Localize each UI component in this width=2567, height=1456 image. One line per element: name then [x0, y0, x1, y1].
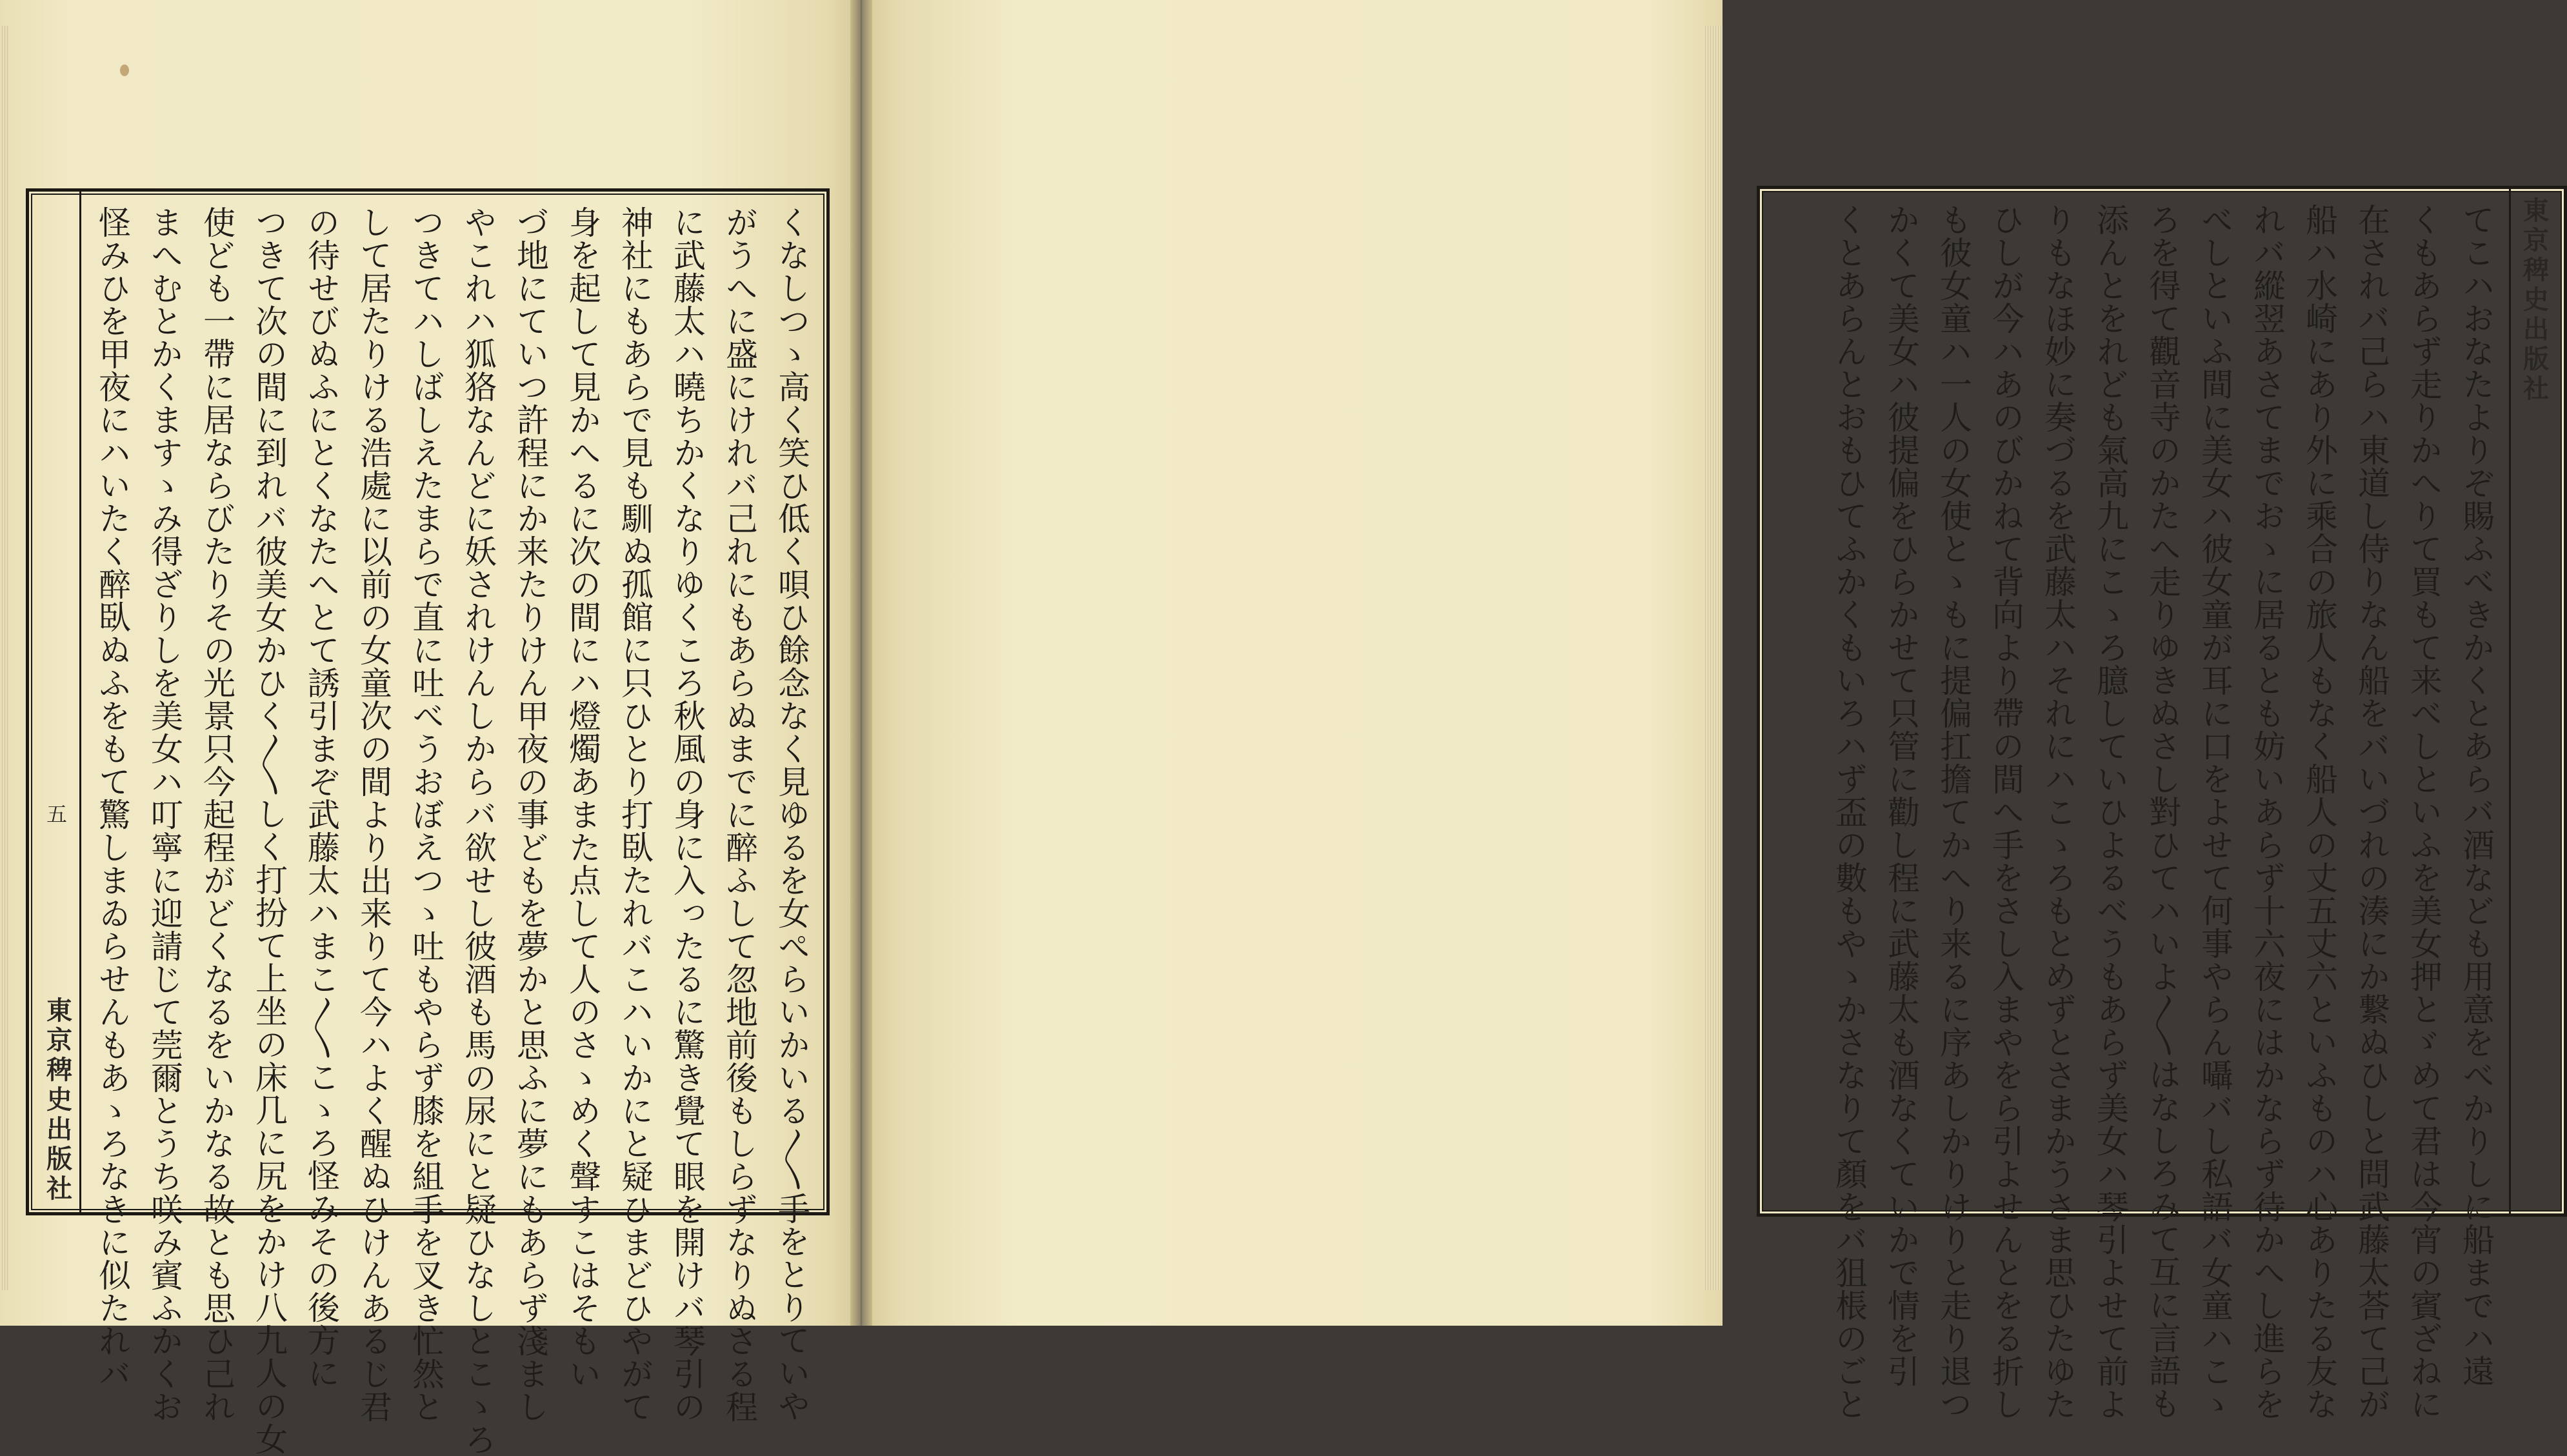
left-text-frame: [26, 188, 830, 1456]
right-page-column: 在されバ己らハ東道し侍りなん船をバいづれの湊にか繋ぬひしと問武藤太荅て己が: [2353, 203, 2390, 1421]
left-page-number: 五: [43, 803, 68, 824]
right-page-column: べしといふ間に美女ハ彼女童が耳に口をよせて何事やらん囁バし私語バ女童ハこゝ: [2196, 203, 2233, 1421]
right-page-column: りもなほ妙に奏づるを武藤太ハそれにハこゝろもとめずとさまかうさま思ひたゆた: [2039, 203, 2077, 1421]
left-page-edges: [0, 26, 9, 1290]
book-gutter: [850, 0, 872, 1326]
left-page-column: 使ども一帶に居ならびたりその光景只今起程がどくなるをいかなる故とも思ひ己れ: [198, 206, 235, 1423]
left-page-column: 神社にもあらで見も馴ぬ孤館に只ひとり打臥たれバこハいかにと疑ひまどひやがて: [616, 206, 654, 1423]
right-page-column: ひしが今ハあのびかねて背向より帶の間へ手をさし入まやをら引よせんとをる折し: [1987, 203, 2024, 1421]
right-page-column: 船ハ水崎にあり外に乘合の旅人もなく船人の丈五丈六といふものハ心ありたる友な: [2301, 203, 2338, 1421]
right-page-column: くもあらず走りかへりて買もて来べしといふを美女押とゞめて君は今宵の賓ざねに: [2405, 203, 2442, 1421]
right-page-edges: [1703, 26, 1723, 1290]
right-margin-header: [2508, 197, 2560, 1206]
right-page-column: 添んとをれども氣高九にこゝろ臆していひよるべうもあらず美女ハ琴引よせて前よ: [2092, 203, 2129, 1421]
left-page-column: がうへに盛にけれバ己れにもあらぬまでに醉ふして忽地前後もしらずなりぬさる程: [721, 206, 758, 1423]
left-page-column: くなしつゝ高く笑ひ低く唄ひ餘念なく見ゆるを女ぺらいかいる〳〵手をとりていや: [773, 206, 810, 1422]
left-page-column: やこれハ狐狢なんどに妖されけんしからバ欲せし彼酒も馬の尿にと疑ひなしとこゝろ: [459, 206, 497, 1456]
right-page-column: ろを得て觀音寺のかたへ走りゆきぬさし對ひてハいよ〳〵はなしろみて互に言語も: [2144, 203, 2181, 1420]
left-page-column: づ地にていつ許程にか来たりけん甲夜の事どもを夢かと思ふに夢にもあらず淺まし: [512, 206, 549, 1423]
left-page-column: まへむとかくますゝみ得ざりしを美女ハ叮寧に迎請じて莞爾とうち咲み賓ふかくお: [146, 206, 183, 1423]
left-page-column: つきてハしばしえたまらで直に吐べうおぼえつゝ吐もやらず膝を組手を叉き忙然と: [407, 206, 444, 1423]
left-page-column: 怪みひを甲夜にハいたく醉臥ぬふをもて驚しまゐらせんもあゝろなきに似たれバ: [94, 206, 131, 1390]
left-page-column: 身を起して見かへるに次の間にハ燈燭あまた点して人のさゝめく聲すこはそもい: [564, 206, 601, 1390]
right-text-frame: [1757, 186, 2567, 1421]
right-page-column: も彼女童ハ一人の女使とゝもに提偏扛擔てかへり来るに序あしかりけりと走り退つ: [1935, 203, 1972, 1421]
left-margin-header: [32, 199, 83, 1204]
left-page-column: の待せびぬふにとくなたへとて誘引まぞ武藤太ハまこ〳〵こゝろ怪みその後方に: [303, 206, 340, 1390]
right-margin-header-text: 東京稗史出版社: [2519, 197, 2550, 404]
left-page-column: に武藤太ハ曉ちかくなりゆくころ秋風の身に入ったるに驚き覺て眼を開けバ琴引の: [668, 206, 706, 1423]
left-page-column: つきて次の間に到れバ彼美女かひく〳〵しく打扮て上坐の床几に尻をかけ八九人の女: [250, 206, 288, 1455]
left-margin-header-text: 東京稗史出版社: [42, 997, 73, 1204]
right-page-column: くとあらんとおもひてふかくもいろハず盃の數もやゝかさなりて顏をバ狙棖のごと: [1830, 203, 1868, 1421]
right-page-column: かくて美女ハ彼提偏をひらかせて只管に勸し程に武藤太も酒なくていかで情を引: [1883, 203, 1920, 1388]
left-page: [0, 0, 858, 1456]
left-page-column: して居たりける浩處に以前の女童次の間より出来りて今ハよく醒ぬひけんあるじ君: [355, 206, 392, 1423]
right-body-text: [1769, 203, 2502, 1421]
left-body-text: [88, 206, 817, 1456]
right-page: [864, 0, 2550, 1421]
paper-stain: [120, 65, 129, 76]
right-page-column: れバ縱翌あさてまでおゝに居るとも妨いあらず十六夜にはかならず待かへし進らを: [2248, 203, 2286, 1421]
right-page-column: てこハおなたよりぞ賜ふべきかくとあらバ酒なども用意をべかりしに船までハ遠: [2457, 203, 2495, 1388]
